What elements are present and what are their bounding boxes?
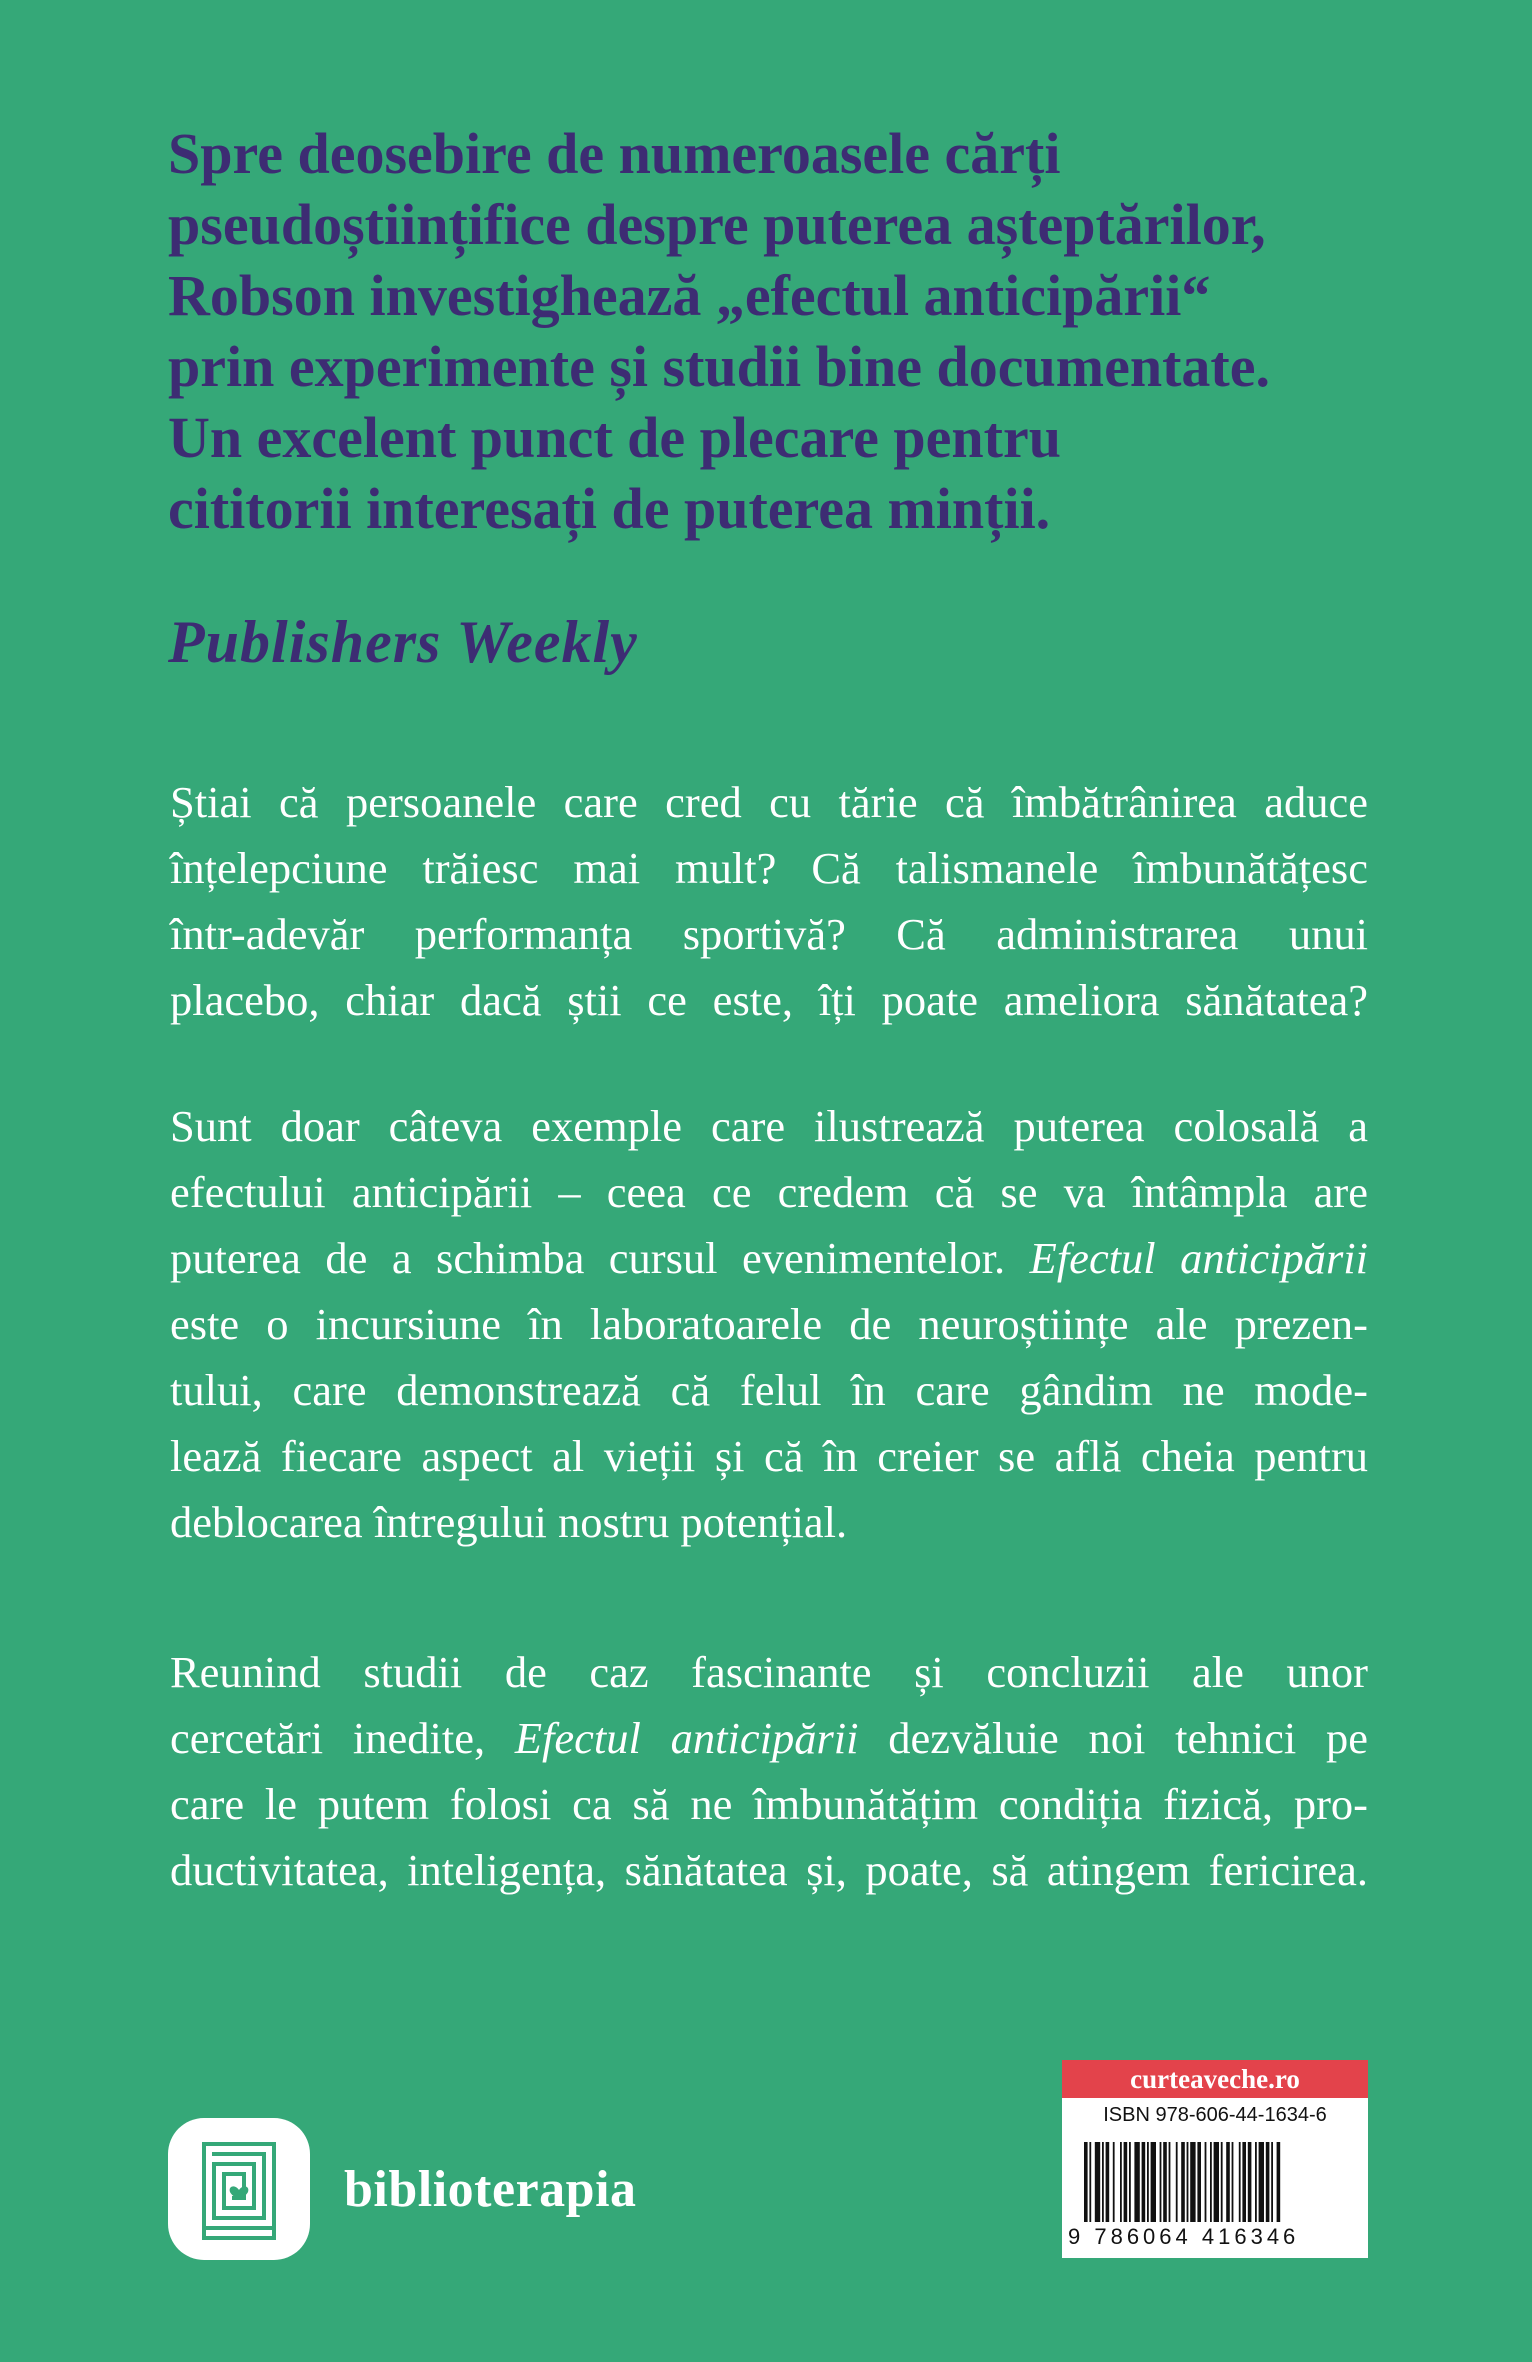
review-quote — [168, 118, 1408, 544]
quote-line: prin experimente și studii bine documentate. — [168, 334, 1270, 399]
publisher-logo — [168, 2118, 637, 2260]
barcode-bar — [1181, 2142, 1185, 2222]
maze-heart-icon — [168, 2118, 310, 2260]
barcode-bar — [1248, 2142, 1252, 2222]
barcode-bar — [1226, 2142, 1230, 2222]
barcode-bar — [1106, 2142, 1110, 2222]
barcode-bar — [1187, 2142, 1189, 2222]
barcode-bar — [1259, 2142, 1264, 2222]
paragraph-intro — [170, 769, 1368, 1033]
quote-line: Robson investighează „efectul anticipării“ — [168, 263, 1211, 328]
paragraph-line: într-adevăr performanța sportivă? Că administrarea unui — [170, 909, 1368, 959]
barcode-bar — [1120, 2142, 1122, 2222]
paragraph-line: care le putem folosi ca să ne îmbunătățim condiția fizică, pro- — [170, 1779, 1368, 1829]
book-title-italic: Efectul anticipării — [1029, 1233, 1369, 1283]
barcode-bar — [1142, 2142, 1146, 2222]
barcode-bar — [1277, 2142, 1281, 2222]
quote-line: Spre deosebire de numeroasele cărți — [168, 121, 1061, 186]
book-title-italic: Efectul anticipării — [514, 1713, 859, 1763]
barcode-bar — [1129, 2142, 1131, 2222]
paragraph-line: ductivitatea, inteligența, sănătatea și, poate, să atingem fericirea. — [170, 1845, 1368, 1895]
barcode-digits: 9 786064 416346 — [1068, 2224, 1300, 2249]
paragraph-line: înțelepciune trăiesc mai mult? Că talismanele îmbunătățesc — [170, 843, 1368, 893]
barcode-bar — [1134, 2142, 1139, 2222]
barcode-bar — [1102, 2142, 1104, 2222]
barcode-bar — [1151, 2142, 1156, 2222]
paragraph-line: tului, care demonstrează că felul în care gândim ne mode- — [170, 1365, 1368, 1415]
quote-attribution: Publishers Weekly — [168, 609, 638, 675]
barcode-bar — [1232, 2142, 1234, 2222]
barcode-bar — [1084, 2142, 1088, 2222]
barcode-bar — [1266, 2142, 1270, 2222]
publisher-website: curteaveche.ro — [1062, 2060, 1368, 2098]
barcode-bar — [1214, 2142, 1219, 2222]
barcode-bar — [1160, 2142, 1162, 2222]
barcode-bar — [1176, 2142, 1178, 2222]
quote-line: Un excelent punct de plecare pentru — [168, 405, 1061, 470]
barcode-bar — [1221, 2142, 1223, 2222]
barcode-bar — [1239, 2142, 1241, 2222]
publisher-name: biblioterapia — [344, 2160, 637, 2218]
barcode-bar — [1210, 2142, 1212, 2222]
barcode-bar — [1124, 2142, 1128, 2222]
quote-line: cititorii interesați de puterea minții. — [168, 476, 1051, 541]
paragraph-examples — [170, 1093, 1368, 1555]
barcode-bar — [1197, 2142, 1201, 2222]
paragraph-line: placebo, chiar dacă știi ce este, îți poate ameliora sănătatea? — [170, 975, 1368, 1025]
barcode-bar — [1169, 2142, 1171, 2222]
barcode-bar — [1089, 2142, 1091, 2222]
barcode-bar — [1147, 2142, 1149, 2222]
quote-line: pseudoștiințifice despre puterea așteptărilor, — [168, 192, 1266, 257]
barcode-bar — [1163, 2142, 1167, 2222]
paragraph-text: dezvăluie noi tehnici pe — [858, 1713, 1368, 1763]
paragraph-line — [170, 1225, 1368, 1291]
paragraph-text: puterea de a schimba cursul evenimentelor. — [170, 1233, 1030, 1283]
paragraph-line: efectului anticipării – ceea ce credem că se va întâmpla are — [170, 1167, 1368, 1217]
barcode-bar — [1190, 2142, 1195, 2222]
paragraph-line: Reunind studii de caz fascinante și concluzii ale unor — [170, 1647, 1368, 1697]
barcode-bar — [1113, 2142, 1115, 2222]
paragraph-line: este o incursiune în laboratoarele de neuroștiințe ale prezen- — [170, 1299, 1368, 1349]
isbn-barcode-block — [1062, 2060, 1368, 2258]
paragraph-text: cercetări inedite, — [170, 1713, 515, 1763]
paragraph-conclusion — [170, 1639, 1368, 1903]
barcode-bar — [1205, 2142, 1207, 2222]
paragraph-line: Știai că persoanele care cred cu tărie că îmbătrânirea aduce — [170, 777, 1368, 827]
paragraph-line: deblocarea întregului nostru potențial. — [170, 1497, 848, 1547]
barcode-bar — [1271, 2142, 1273, 2222]
isbn-number: ISBN 978-606-44-1634-6 — [1103, 2104, 1327, 2126]
paragraph-line — [170, 1705, 1368, 1771]
paragraph-line: Sunt doar câteva exemple care ilustrează puterea colosală a — [170, 1101, 1368, 1151]
paragraph-line: lează fiecare aspect al vieții și că în creier se află cheia pentru — [170, 1431, 1368, 1481]
barcode-bar — [1095, 2142, 1100, 2222]
barcode-bar — [1255, 2142, 1257, 2222]
barcode — [1080, 2142, 1350, 2222]
barcode-bar — [1242, 2142, 1246, 2222]
